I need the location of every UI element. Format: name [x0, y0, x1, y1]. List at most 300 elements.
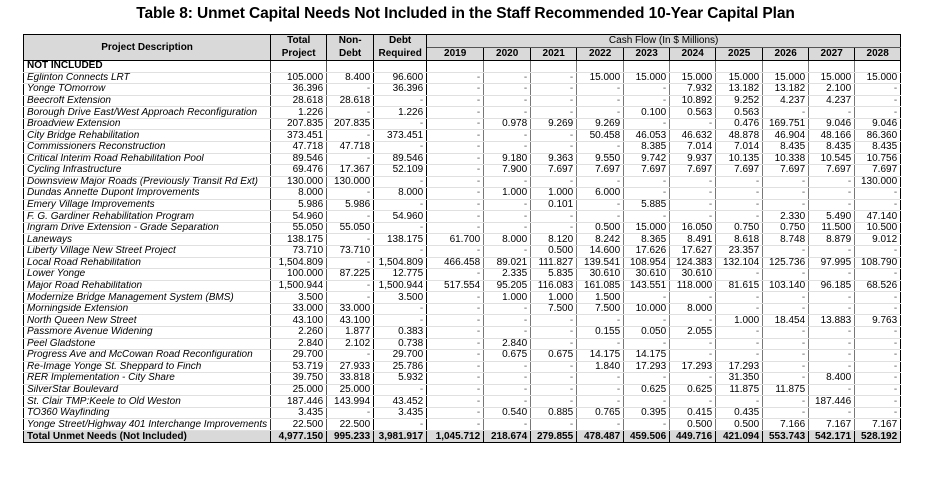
debt-required-value: -: [374, 141, 427, 153]
project-name: Beecroft Extension: [24, 95, 271, 107]
header-year: 2028: [855, 48, 901, 61]
project-name: Progress Ave and McCowan Road Reconfiguration: [24, 350, 271, 362]
non-debt-value: 28.618: [327, 95, 374, 107]
year-cash-flow-value: 17.293: [670, 361, 716, 373]
project-name: Borough Drive East/West Approach Reconfiguration: [24, 107, 271, 119]
year-cash-flow-value: -: [427, 84, 484, 96]
year-cash-flow-value: -: [484, 373, 531, 385]
debt-required-value: 43.452: [374, 396, 427, 408]
project-name: Modernize Bridge Management System (BMS): [24, 292, 271, 304]
year-cash-flow-value: -: [531, 315, 577, 327]
year-cash-flow-value: -: [855, 350, 901, 362]
non-debt-value: -: [327, 257, 374, 269]
debt-required-value: -: [374, 246, 427, 258]
total-project-value: 1,504.809: [271, 257, 327, 269]
year-cash-flow-value: 9.046: [809, 118, 855, 130]
total-project-value: 22.500: [271, 419, 327, 431]
year-cash-flow-value: 8.879: [809, 234, 855, 246]
year-cash-flow-value: -: [427, 153, 484, 165]
year-cash-flow-value: -: [763, 326, 809, 338]
year-cash-flow-value: -: [670, 396, 716, 408]
year-cash-flow-value: -: [855, 396, 901, 408]
year-cash-flow-value: 139.541: [577, 257, 624, 269]
year-cash-flow-value: 7.014: [716, 141, 763, 153]
year-cash-flow-value: -: [484, 315, 531, 327]
year-cash-flow-value: 23.357: [716, 246, 763, 258]
table-row: [24, 199, 901, 211]
year-cash-flow-value: -: [624, 419, 670, 431]
year-cash-flow-value: 0.750: [716, 222, 763, 234]
year-cash-flow-value: -: [531, 211, 577, 223]
year-cash-flow-value: -: [855, 84, 901, 96]
year-cash-flow-value: 4.237: [763, 95, 809, 107]
year-cash-flow-value: 9.742: [624, 153, 670, 165]
year-cash-flow-value: -: [809, 361, 855, 373]
year-cash-flow-value: 97.995: [809, 257, 855, 269]
year-cash-flow-value: 9.269: [577, 118, 624, 130]
debt-required-value: -: [374, 199, 427, 211]
non-debt-value: 17.367: [327, 165, 374, 177]
year-cash-flow-value: 4.237: [809, 95, 855, 107]
year-cash-flow-value: -: [716, 211, 763, 223]
debt-required-value: -: [374, 95, 427, 107]
section-label: NOT INCLUDED: [24, 61, 271, 73]
total-project-value: 3.435: [271, 407, 327, 419]
total-total-project: 4,977.150: [271, 431, 327, 443]
year-cash-flow-value: -: [427, 176, 484, 188]
table-row: [24, 361, 901, 373]
year-cash-flow-value: 1.000: [484, 188, 531, 200]
non-debt-value: -: [327, 234, 374, 246]
year-cash-flow-value: -: [809, 326, 855, 338]
year-cash-flow-value: 7.932: [670, 84, 716, 96]
year-cash-flow-value: -: [427, 396, 484, 408]
year-cash-flow-value: 48.166: [809, 130, 855, 142]
table-row: [24, 234, 901, 246]
year-cash-flow-value: -: [484, 326, 531, 338]
non-debt-value: 43.100: [327, 315, 374, 327]
year-cash-flow-value: -: [763, 107, 809, 119]
total-non-debt: 995.233: [327, 431, 374, 443]
year-cash-flow-value: -: [855, 373, 901, 385]
year-cash-flow-value: -: [484, 141, 531, 153]
year-cash-flow-value: -: [427, 373, 484, 385]
year-cash-flow-value: -: [670, 199, 716, 211]
table-row: [24, 315, 901, 327]
total-project-value: 47.718: [271, 141, 327, 153]
year-cash-flow-value: 5.490: [809, 211, 855, 223]
year-cash-flow-value: -: [577, 84, 624, 96]
year-cash-flow-value: -: [427, 188, 484, 200]
year-cash-flow-value: 0.500: [531, 246, 577, 258]
project-name: Critical Interim Road Rehabilitation Pool: [24, 153, 271, 165]
year-cash-flow-value: 9.012: [855, 234, 901, 246]
debt-required-value: -: [374, 315, 427, 327]
table-row: [24, 246, 901, 258]
total-year-value: 478.487: [577, 431, 624, 443]
year-cash-flow-value: 1.500: [577, 292, 624, 304]
non-debt-value: -: [327, 84, 374, 96]
year-cash-flow-value: 0.625: [670, 384, 716, 396]
year-cash-flow-value: -: [624, 292, 670, 304]
total-project-value: 373.451: [271, 130, 327, 142]
header-year: 2022: [577, 48, 624, 61]
non-debt-value: -: [327, 188, 374, 200]
year-cash-flow-value: 1.840: [577, 361, 624, 373]
project-name: Morningside Extension: [24, 303, 271, 315]
total-year-value: 542.171: [809, 431, 855, 443]
header-debt-required-line2: Required: [374, 48, 427, 61]
year-cash-flow-value: 0.563: [670, 107, 716, 119]
year-cash-flow-value: 0.765: [577, 407, 624, 419]
non-debt-value: 1.877: [327, 326, 374, 338]
year-cash-flow-value: -: [484, 130, 531, 142]
year-cash-flow-value: -: [427, 315, 484, 327]
year-cash-flow-value: 118.000: [670, 280, 716, 292]
header-year: 2025: [716, 48, 763, 61]
year-cash-flow-value: 81.615: [716, 280, 763, 292]
year-cash-flow-value: 0.675: [484, 350, 531, 362]
year-cash-flow-value: -: [670, 176, 716, 188]
non-debt-value: -: [327, 280, 374, 292]
year-cash-flow-value: -: [809, 350, 855, 362]
year-cash-flow-value: -: [809, 407, 855, 419]
year-cash-flow-value: 17.293: [624, 361, 670, 373]
year-cash-flow-value: 7.167: [809, 419, 855, 431]
year-cash-flow-value: -: [855, 246, 901, 258]
year-cash-flow-value: 9.269: [531, 118, 577, 130]
year-cash-flow-value: -: [427, 384, 484, 396]
year-cash-flow-value: -: [809, 176, 855, 188]
project-name: Major Road Rehabilitation: [24, 280, 271, 292]
total-year-value: 449.716: [670, 431, 716, 443]
year-cash-flow-value: 10.892: [670, 95, 716, 107]
project-name: Liberty Village New Street Project: [24, 246, 271, 258]
year-cash-flow-value: 7.500: [531, 303, 577, 315]
section-row: [24, 61, 901, 73]
year-cash-flow-value: -: [427, 303, 484, 315]
year-cash-flow-value: -: [427, 199, 484, 211]
year-cash-flow-value: 1.000: [484, 292, 531, 304]
total-project-value: 53.719: [271, 361, 327, 373]
debt-required-value: 96.600: [374, 72, 427, 84]
header-year: 2024: [670, 48, 716, 61]
year-cash-flow-value: -: [531, 84, 577, 96]
year-cash-flow-value: -: [716, 176, 763, 188]
year-cash-flow-value: -: [427, 338, 484, 350]
year-cash-flow-value: 103.140: [763, 280, 809, 292]
header-non-debt-line2: Debt: [327, 48, 374, 61]
year-cash-flow-value: -: [484, 199, 531, 211]
year-cash-flow-value: 47.140: [855, 211, 901, 223]
year-cash-flow-value: -: [531, 130, 577, 142]
project-name: Ingram Drive Extension - Grade Separation: [24, 222, 271, 234]
year-cash-flow-value: 2.100: [809, 84, 855, 96]
year-cash-flow-value: 187.446: [809, 396, 855, 408]
year-cash-flow-value: -: [670, 338, 716, 350]
project-name: North Queen New Street: [24, 315, 271, 327]
year-cash-flow-value: -: [484, 303, 531, 315]
header-year: 2021: [531, 48, 577, 61]
year-cash-flow-value: 0.563: [716, 107, 763, 119]
table-row: [24, 72, 901, 84]
year-cash-flow-value: 10.500: [855, 222, 901, 234]
year-cash-flow-value: 48.878: [716, 130, 763, 142]
year-cash-flow-value: -: [484, 222, 531, 234]
year-cash-flow-value: -: [670, 188, 716, 200]
year-cash-flow-value: -: [427, 222, 484, 234]
table-row: [24, 84, 901, 96]
total-project-value: 69.476: [271, 165, 327, 177]
table-row: [24, 95, 901, 107]
debt-required-value: -: [374, 384, 427, 396]
year-cash-flow-value: 8.000: [484, 234, 531, 246]
year-cash-flow-value: -: [624, 118, 670, 130]
year-cash-flow-value: 14.175: [577, 350, 624, 362]
year-cash-flow-value: 125.736: [763, 257, 809, 269]
total-year-value: 553.743: [763, 431, 809, 443]
project-name: Commissioners Reconstruction: [24, 141, 271, 153]
header-debt-required-line1: Debt: [374, 35, 427, 48]
year-cash-flow-value: 30.610: [577, 269, 624, 281]
year-cash-flow-value: -: [427, 165, 484, 177]
year-cash-flow-value: -: [427, 107, 484, 119]
total-project-value: 2.840: [271, 338, 327, 350]
year-cash-flow-value: 89.021: [484, 257, 531, 269]
year-cash-flow-value: 9.046: [855, 118, 901, 130]
non-debt-value: 22.500: [327, 419, 374, 431]
year-cash-flow-value: -: [531, 222, 577, 234]
debt-required-value: 54.960: [374, 211, 427, 223]
year-cash-flow-value: -: [763, 246, 809, 258]
year-cash-flow-value: 0.500: [716, 419, 763, 431]
year-cash-flow-value: 8.748: [763, 234, 809, 246]
year-cash-flow-value: 108.790: [855, 257, 901, 269]
year-cash-flow-value: 8.400: [809, 373, 855, 385]
non-debt-value: -: [327, 107, 374, 119]
year-cash-flow-value: -: [809, 107, 855, 119]
year-cash-flow-value: -: [763, 338, 809, 350]
debt-required-value: 3.435: [374, 407, 427, 419]
year-cash-flow-value: 143.551: [624, 280, 670, 292]
table-row: [24, 407, 901, 419]
debt-required-value: 36.396: [374, 84, 427, 96]
year-cash-flow-value: 31.350: [716, 373, 763, 385]
year-cash-flow-value: 0.540: [484, 407, 531, 419]
year-cash-flow-value: 10.135: [716, 153, 763, 165]
year-cash-flow-value: 8.618: [716, 234, 763, 246]
year-cash-flow-value: -: [531, 361, 577, 373]
year-cash-flow-value: 7.697: [624, 165, 670, 177]
total-project-value: 5.986: [271, 199, 327, 211]
year-cash-flow-value: 7.697: [531, 165, 577, 177]
year-cash-flow-value: 17.293: [716, 361, 763, 373]
total-year-value: 459.506: [624, 431, 670, 443]
unmet-capital-needs-table: [23, 34, 901, 443]
year-cash-flow-value: 0.476: [716, 118, 763, 130]
non-debt-value: 47.718: [327, 141, 374, 153]
total-project-value: 25.000: [271, 384, 327, 396]
year-cash-flow-value: 7.697: [670, 165, 716, 177]
year-cash-flow-value: 0.625: [624, 384, 670, 396]
year-cash-flow-value: 132.104: [716, 257, 763, 269]
debt-required-value: 1.226: [374, 107, 427, 119]
debt-required-value: 25.786: [374, 361, 427, 373]
year-cash-flow-value: 5.835: [531, 269, 577, 281]
year-cash-flow-value: -: [427, 130, 484, 142]
table-row: [24, 384, 901, 396]
year-cash-flow-value: 46.632: [670, 130, 716, 142]
year-cash-flow-value: -: [855, 384, 901, 396]
year-cash-flow-value: 108.954: [624, 257, 670, 269]
total-project-value: 187.446: [271, 396, 327, 408]
year-cash-flow-value: 15.000: [716, 72, 763, 84]
project-name: Broadview Extension: [24, 118, 271, 130]
year-cash-flow-value: -: [484, 361, 531, 373]
debt-required-value: 89.546: [374, 153, 427, 165]
year-cash-flow-value: 5.885: [624, 199, 670, 211]
year-cash-flow-value: 517.554: [427, 280, 484, 292]
project-name: City Bridge Rehabilitation: [24, 130, 271, 142]
year-cash-flow-value: 0.050: [624, 326, 670, 338]
year-cash-flow-value: 17.627: [670, 246, 716, 258]
year-cash-flow-value: 8.435: [763, 141, 809, 153]
year-cash-flow-value: -: [855, 361, 901, 373]
debt-required-value: 8.000: [374, 188, 427, 200]
year-cash-flow-value: -: [577, 396, 624, 408]
year-cash-flow-value: 2.055: [670, 326, 716, 338]
year-cash-flow-value: -: [809, 188, 855, 200]
year-cash-flow-value: -: [577, 176, 624, 188]
year-cash-flow-value: -: [531, 326, 577, 338]
non-debt-value: 73.710: [327, 246, 374, 258]
non-debt-value: 55.050: [327, 222, 374, 234]
project-name: Cycling Infrastructure: [24, 165, 271, 177]
total-project-value: 3.500: [271, 292, 327, 304]
year-cash-flow-value: 11.875: [716, 384, 763, 396]
year-cash-flow-value: -: [531, 419, 577, 431]
total-project-value: 89.546: [271, 153, 327, 165]
year-cash-flow-value: -: [855, 292, 901, 304]
year-cash-flow-value: 8.491: [670, 234, 716, 246]
year-cash-flow-value: 161.085: [577, 280, 624, 292]
year-cash-flow-value: -: [624, 315, 670, 327]
year-cash-flow-value: 8.435: [855, 141, 901, 153]
year-cash-flow-value: -: [763, 303, 809, 315]
table-row: [24, 373, 901, 385]
year-cash-flow-value: -: [763, 373, 809, 385]
project-name: RER Implementation - City Share: [24, 373, 271, 385]
year-cash-flow-value: -: [427, 292, 484, 304]
year-cash-flow-value: -: [531, 338, 577, 350]
year-cash-flow-value: 0.415: [670, 407, 716, 419]
year-cash-flow-value: 169.751: [763, 118, 809, 130]
year-cash-flow-value: -: [855, 199, 901, 211]
year-cash-flow-value: 18.454: [763, 315, 809, 327]
year-cash-flow-value: 0.750: [763, 222, 809, 234]
year-cash-flow-value: -: [763, 361, 809, 373]
year-cash-flow-value: 11.875: [763, 384, 809, 396]
year-cash-flow-value: -: [484, 211, 531, 223]
non-debt-value: -: [327, 407, 374, 419]
year-cash-flow-value: -: [577, 373, 624, 385]
year-cash-flow-value: 2.330: [763, 211, 809, 223]
year-cash-flow-value: 7.500: [577, 303, 624, 315]
non-debt-value: -: [327, 292, 374, 304]
table-row: [24, 153, 901, 165]
year-cash-flow-value: -: [716, 350, 763, 362]
year-cash-flow-value: -: [427, 407, 484, 419]
year-cash-flow-value: 1.000: [531, 292, 577, 304]
header-project-description: Project Description: [24, 35, 271, 61]
debt-required-value: 138.175: [374, 234, 427, 246]
year-cash-flow-value: -: [763, 407, 809, 419]
debt-required-value: -: [374, 419, 427, 431]
year-cash-flow-value: -: [427, 246, 484, 258]
year-cash-flow-value: -: [809, 269, 855, 281]
table-title: Table 8: Unmet Capital Needs Not Included in the Staff Recommended 10-Year Capital Plan: [136, 5, 795, 22]
year-cash-flow-value: 95.205: [484, 280, 531, 292]
year-cash-flow-value: 0.395: [624, 407, 670, 419]
year-cash-flow-value: 7.014: [670, 141, 716, 153]
year-cash-flow-value: -: [855, 269, 901, 281]
year-cash-flow-value: -: [855, 95, 901, 107]
year-cash-flow-value: -: [763, 350, 809, 362]
year-cash-flow-value: -: [624, 95, 670, 107]
year-cash-flow-value: 7.697: [716, 165, 763, 177]
year-cash-flow-value: 0.978: [484, 118, 531, 130]
year-cash-flow-value: -: [577, 211, 624, 223]
year-cash-flow-value: 0.155: [577, 326, 624, 338]
year-cash-flow-value: -: [577, 384, 624, 396]
year-cash-flow-value: -: [427, 118, 484, 130]
year-cash-flow-value: -: [763, 176, 809, 188]
total-year-value: 279.855: [531, 431, 577, 443]
non-debt-value: 33.000: [327, 303, 374, 315]
total-project-value: 28.618: [271, 95, 327, 107]
year-cash-flow-value: 6.000: [577, 188, 624, 200]
year-cash-flow-value: -: [716, 396, 763, 408]
total-project-value: 39.750: [271, 373, 327, 385]
year-cash-flow-value: -: [624, 84, 670, 96]
year-cash-flow-value: 7.166: [763, 419, 809, 431]
year-cash-flow-value: -: [624, 338, 670, 350]
project-name: F. G. Gardiner Rehabilitation Program: [24, 211, 271, 223]
year-cash-flow-value: -: [484, 396, 531, 408]
table-row: [24, 326, 901, 338]
year-cash-flow-value: -: [670, 315, 716, 327]
year-cash-flow-value: -: [427, 350, 484, 362]
table-row: [24, 118, 901, 130]
header-total-project-line1: Total: [271, 35, 327, 48]
year-cash-flow-value: -: [531, 72, 577, 84]
year-cash-flow-value: 15.000: [763, 72, 809, 84]
total-project-value: 100.000: [271, 269, 327, 281]
table-row: [24, 303, 901, 315]
year-cash-flow-value: -: [763, 292, 809, 304]
year-cash-flow-value: -: [855, 326, 901, 338]
year-cash-flow-value: -: [809, 338, 855, 350]
non-debt-value: -: [327, 153, 374, 165]
year-cash-flow-value: -: [670, 350, 716, 362]
header-cash-flow: Cash Flow (In $ Millions): [427, 35, 901, 48]
year-cash-flow-value: -: [624, 188, 670, 200]
year-cash-flow-value: 8.120: [531, 234, 577, 246]
year-cash-flow-value: -: [855, 303, 901, 315]
total-year-value: 421.094: [716, 431, 763, 443]
year-cash-flow-value: -: [716, 292, 763, 304]
debt-required-value: -: [374, 118, 427, 130]
